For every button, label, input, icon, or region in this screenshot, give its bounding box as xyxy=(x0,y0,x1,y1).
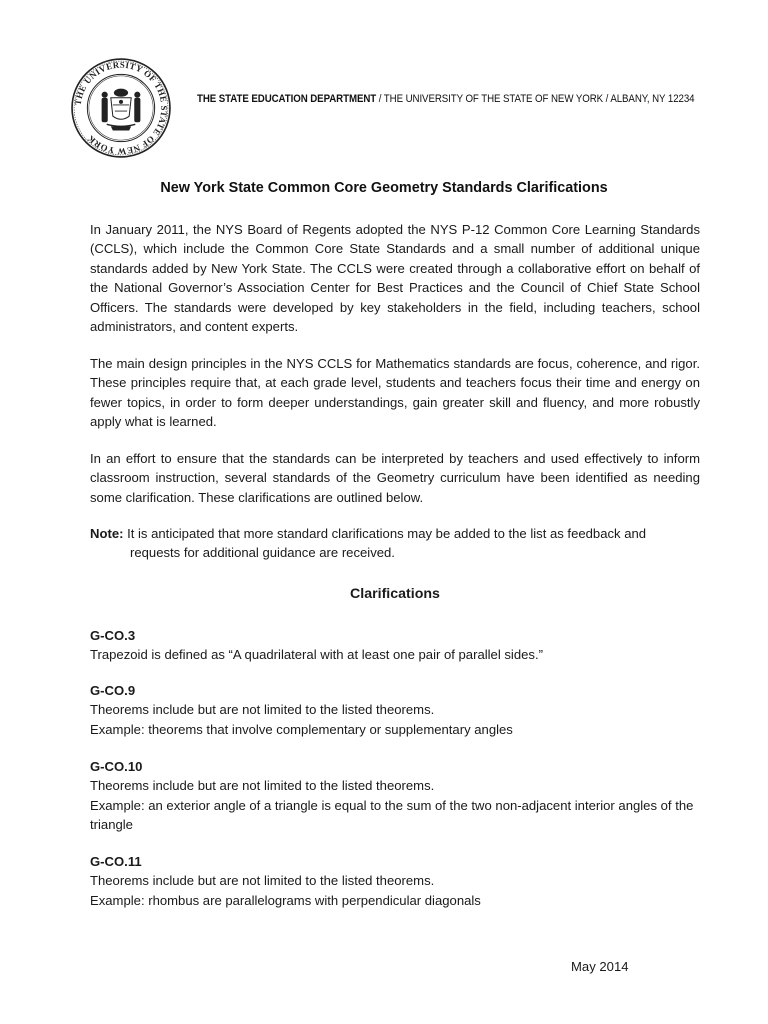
clarification-example: Example: theorems that involve complementary or supplementary angles xyxy=(90,721,513,737)
standard-code: G-CO.3 xyxy=(90,628,136,643)
effort-paragraph: In an effort to ensure that the standards can be interpreted by teachers and used effectively to inform classroom instruction, several standards of the Geometry curriculum have been identified as needing some clarification. These clarifications are outlined below. xyxy=(90,451,700,505)
document-date: May 2014 xyxy=(571,959,629,974)
note-text: It is anticipated that more standard clarifications may be added to the list as feedback and xyxy=(123,526,647,541)
design-principles-paragraph: The main design principles in the NYS CCLS for Mathematics standards are focus, coherence, and rigor. These principles require that, at each grade level, students and teachers focus their time and energy on fewer topics, in order to form deeper understandings, gain greater skill and fluency, and more robustly apply what is learned. xyxy=(90,356,700,430)
department-name: THE STATE EDUCATION DEPARTMENT xyxy=(197,93,377,105)
clarification-text: Theorems include but are not limited to the listed theorems. xyxy=(90,702,435,718)
note-label: Note: xyxy=(90,526,124,541)
department-affiliation: / THE UNIVERSITY OF THE STATE OF NEW YORK / ALBANY, NY 12234 xyxy=(376,93,695,105)
page-title: New York State Common Core Geometry Standards Clarifications xyxy=(160,180,608,196)
clarification-g-co-10 xyxy=(90,757,710,835)
letterhead xyxy=(197,93,694,105)
clarifications-heading: Clarifications xyxy=(350,586,440,602)
clarification-example: Example: an exterior angle of a triangle is equal to the sum of the two non-adjacent interior angles of the triangle xyxy=(90,797,694,833)
svg-text:THE UNIVERSITY OF THE STATE OF: THE UNIVERSITY OF THE STATE OF NEW YORK xyxy=(72,59,170,157)
clarification-text: Theorems include but are not limited to the listed theorems. xyxy=(90,778,435,794)
intro-paragraph: In January 2011, the NYS Board of Regents adopted the NYS P-12 Common Core Learning Standards (CCLS), which include the Common Core State Standards and a small number of additional unique standards added by New York State. The CCLS were created through a collaborative effort on behalf of the National Governor’s Association Center for Best Practices and the Council of Chief State School Officers. The standards were developed by key stakeholders in the field, including teachers, school administrators, and content experts. xyxy=(90,222,700,335)
note-block xyxy=(90,524,710,563)
clarification-g-co-11 xyxy=(90,852,710,910)
clarification-g-co-9 xyxy=(90,681,710,739)
standard-code: G-CO.11 xyxy=(90,854,142,869)
state-seal-logo xyxy=(70,57,172,159)
standard-code: G-CO.10 xyxy=(90,759,143,774)
clarification-text: Trapezoid is defined as “A quadrilateral with at least one pair of parallel sides.” xyxy=(90,647,543,663)
standard-code: G-CO.9 xyxy=(90,683,136,698)
note-text-continued: requests for additional guidance are received. xyxy=(130,545,395,561)
clarification-g-co-3 xyxy=(90,626,710,665)
clarification-example: Example: rhombus are parallelograms with perpendicular diagonals xyxy=(90,892,481,908)
clarification-text: Theorems include but are not limited to the listed theorems. xyxy=(90,873,435,889)
